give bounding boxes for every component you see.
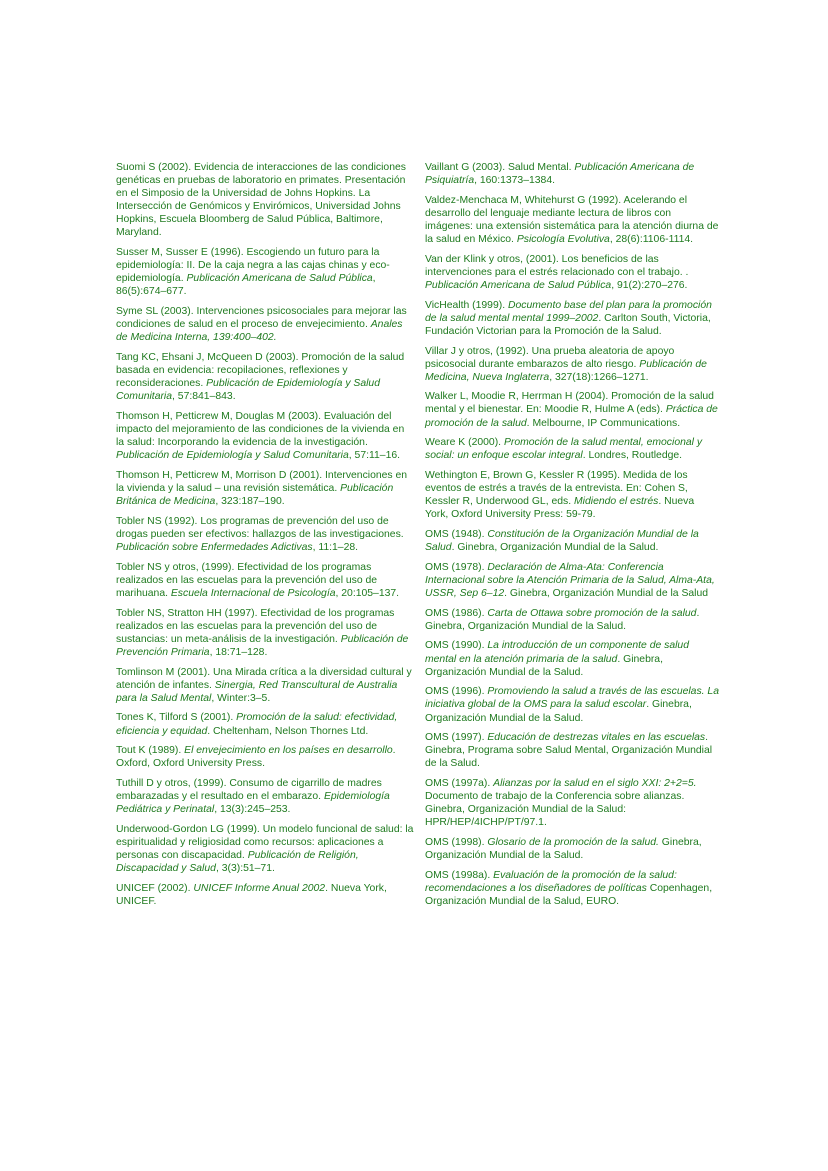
reference-entry: Tobler NS, Stratton HH (1997). Efectividad de los programas realizados en las escuelas para la prevención del uso de sustancias: un meta-análisis de la investigación. Publicación de Prevención Primaria, 18:71–128. [116,607,409,658]
reference-entry: Tobler NS (1992). Los programas de prevención del uso de drogas pueden ser efectivos: hallazgos de las investigaciones. Publicación sobre Enfermedades Adictivas, 11:1–28. [116,515,404,553]
reference-entry: VicHealth (1999). Documento base del plan para la promoción de la salud mental mental 1999–2002. Carlton South, Victoria, Fundación Victorian para la Promoción de la Salud. [425,299,712,337]
reference-entry: OMS (1996). Promoviendo la salud a través de las escuelas. La iniciativa global de la OMS para la salud escolar. Ginebra, Organización Mundial de la Salud. [425,686,719,724]
reference-entry: Weare K (2000). Promoción de la salud mental, emocional y social: un enfoque escolar integral. Londres, Routledge. [425,437,703,462]
reference-entry: OMS (1998a). Evaluación de la promoción de la salud: recomendaciones a los diseñadores de políticas Copenhagen, Organización Mundial de la Salud, EURO. [425,869,713,907]
references-right-column [425,161,720,915]
reference-entry: Thomson H, Petticrew M, Morrison D (2001). Intervenciones en la vivienda y la salud – una revisión sistemática. Publicación Británica de Medicina, 323:187–190. [116,469,408,508]
reference-entry: UNICEF (2002). UNICEF Informe Anual 2002. Nueva York, UNICEF. [116,882,387,907]
reference-entry: Suomi S (2002). Evidencia de interacciones de las condiciones genéticas en pruebas de laboratorio en primates. Presentación en el Simposio de la Universidad de Johns Hopkins. La Intersección de Genómicos y Envirómicos, Universidad Johns Hopkins, Escuela Bloomberg de Salud Pública, Baltimore, Maryland. [116,162,406,239]
reference-entry: Syme SL (2003). Intervenciones psicosociales para mejorar las condiciones de salud en el proceso de envejecimiento. Anales de Medicina Interna, 139:400–402. [116,306,407,344]
reference-entry: Tomlinson M (2001). Una Mirada crítica a la diversidad cultural y atención de infantes. Sinergia, Red Transcultural de Australia para la Salud Mental, Winter:3–5. [116,666,412,704]
reference-entry: OMS (1948). Constitución de la Organización Mundial de la Salud. Ginebra, Organización Mundial de la Salud. [425,529,699,554]
reference-entry: OMS (1997). Educación de destrezas vitales en las escuelas. Ginebra, Programa sobre Salud Mental, Organización Mundial de la Salud. [425,732,713,770]
reference-entry: Tang KC, Ehsani J, McQueen D (2003). Promoción de la salud basada en evidencia: recopilaciones, reflexiones y reconsideraciones. Publicación de Epidemiología y Salud Comunitaria, 57:841–843. [116,352,405,403]
references-left-column [116,161,414,915]
reference-entry: OMS (1998). Glosario de la promoción de la salud. Ginebra, Organización Mundial de la Salud. [425,837,702,862]
reference-entry: OMS (1997a). Alianzas por la salud en el siglo XXI: 2+2=5. Documento de trabajo de la Conferencia sobre alianzas. Ginebra, Organización Mundial de la Salud: HPR/HEP/4ICHP/PT/97.1. [425,778,697,829]
reference-entry: Tones K, Tilford S (2001). Promoción de la salud: efectividad, eficiencia y equidad. Cheltenham, Nelson Thornes Ltd. [116,712,398,737]
reference-entry: Vaillant G (2003). Salud Mental. Publicación Americana de Psiquiatría, 160:1373–1384. [425,162,695,187]
reference-entry: OMS (1990). La introducción de un componente de salud mental en la atención primaria de la salud. Ginebra, Organización Mundial de la Salud. [425,640,689,678]
reference-entry: Tuthill D y otros, (1999). Consumo de cigarrillo de madres embarazadas y el resultado en el embarazo. Epidemiología Pediátrica y Perinatal, 13(3):245–253. [116,777,390,816]
reference-entry: Wethington E, Brown G, Kessler R (1995). Medida de los eventos de estrés a través de la entrevista. En: Cohen S, Kessler R, Underwood GL, eds. Midiendo el estrés. Nueva York, Oxford University Press: 59-79. [425,470,695,521]
reference-entry: Walker L, Moodie R, Herrman H (2004). Promoción de la salud mental y el bienestar. En: Moodie R, Hulme A (eds). Práctica de promoción de la salud. Melbourne, IP Communications. [425,391,718,429]
reference-entry: Tobler NS y otros, (1999). Efectividad de los programas realizados en las escuelas para la prevención del uso de marihuana. Escuela Internacional de Psicología, 20:105–137. [116,561,400,599]
reference-entry: Van der Klink y otros, (2001). Los beneficios de las intervenciones para el estrés relacionado con el trabajo. . Publicación Americana de Salud Pública, 91(2):270–276. [425,253,689,291]
reference-entry: OMS (1978). Declaración de Alma-Ata: Conferencia Internacional sobre la Atención Primaria de la Salud, Alma-Ata, USSR, Sep 6–12. Ginebra, Organización Mundial de la Salud [425,561,715,599]
reference-entry: Thomson H, Petticrew M, Douglas M (2003). Evaluación del impacto del mejoramiento de las condiciones de la vivienda en la salud: Incorporando la evidencia de la investigación. Publicación de Epidemiología y Salud Comunitaria, 57:11–16. [116,410,405,462]
reference-entry: Tout K (1989). El envejecimiento en los países en desarrollo. Oxford, Oxford University Press. [116,745,396,770]
reference-entry: Susser M, Susser E (1996). Escogiendo un futuro para la epidemiología: II. De la caja negra a las cajas chinas y eco-epidemiología. Publicación Americana de Salud Pública, 86(5):674–677. [116,247,390,298]
reference-entry: Valdez-Menchaca M, Whitehurst G (1992). Acelerando el desarrollo del lenguaje mediante lectura de libros con imágenes: una extensión sistemática para la atención diurna de la salud en México. Psicología Evolutiva, 28(6):1106-1114. [425,194,719,246]
reference-entry: Underwood-Gordon LG (1999). Un modelo funcional de salud: la espiritualidad y religiosidad como recursos: aplicaciones a personas con discapacidad. Publicación de Religión, Discapacidad y Salud, 3(3):51–71. [116,823,414,875]
reference-entry: Villar J y otros, (1992). Una prueba aleatoria de apoyo psicosocial durante embarazos de alto riesgo. Publicación de Medicina, Nueva Inglaterra, 327(18):1266–1271. [425,345,707,383]
reference-entry: OMS (1986). Carta de Ottawa sobre promoción de la salud. Ginebra, Organización Mundial de la Salud. [425,607,700,632]
